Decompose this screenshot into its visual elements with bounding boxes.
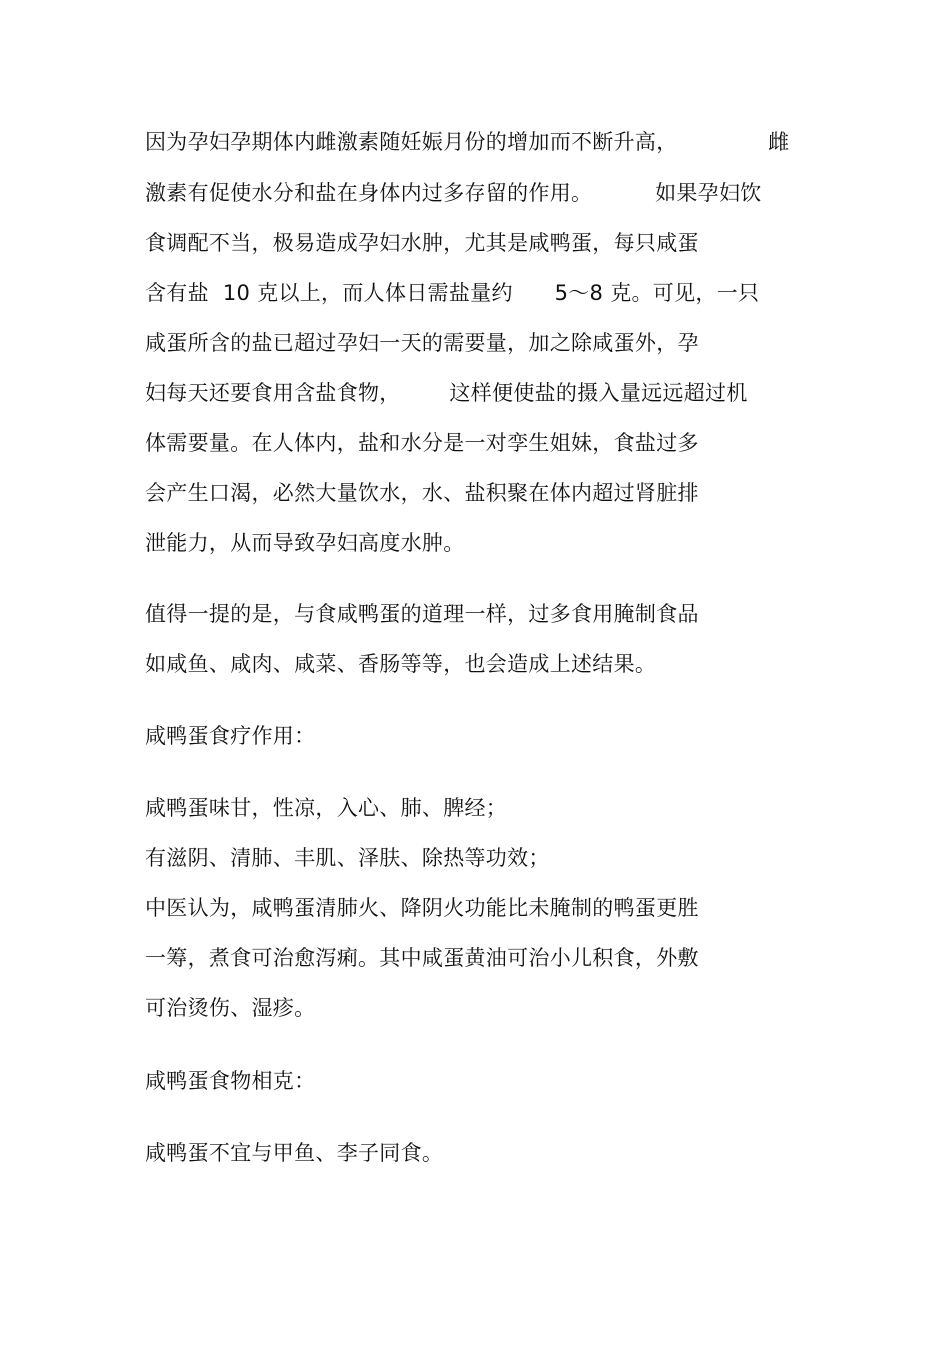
heading-incompatible: 咸鸭蛋食物相克： (145, 1069, 316, 1093)
paragraph-1-line-8: 会产生口渴，必然大量饮水，水、盐积聚在体内超过肾脏排 (145, 481, 699, 505)
paragraph-1-line-2: 激素有促使水分和盐在身体内过多存留的作用。 如果孕妇饮 (145, 181, 762, 205)
therapy-line-2: 有滋阴、清肺、丰肌、泽肤、除热等功效； (145, 846, 550, 870)
therapy-line-3: 中医认为，咸鸭蛋清肺火、降阴火功能比未腌制的鸭蛋更胜 (145, 896, 699, 920)
paragraph-1-line-3: 食调配不当，极易造成孕妇水肿，尤其是咸鸭蛋，每只咸蛋 (145, 231, 699, 255)
paragraph-1-line-4: 含有盐 10 克以上，而人体日需盐量约 5～8 克。可见，一只 (145, 281, 760, 305)
therapy-line-4: 一筹，煮食可治愈泻痢。其中咸蛋黄油可治小儿积食，外敷 (145, 946, 699, 970)
paragraph-1-line-1: 因为孕妇孕期体内雌激素随妊娠月份的增加而不断升高， 雌 (145, 130, 790, 154)
paragraph-1-line-5: 咸蛋所含的盐已超过孕妇一天的需要量，加之除咸蛋外，孕 (145, 331, 699, 355)
therapy-line-5: 可治烫伤、湿疹。 (145, 996, 316, 1020)
paragraph-1-line-9: 泄能力，从而导致孕妇高度水肿。 (145, 531, 465, 555)
paragraph-1-line-7: 体需要量。在人体内，盐和水分是一对孪生姐妹，食盐过多 (145, 431, 699, 455)
incompatible-line: 咸鸭蛋不宜与甲鱼、李子同食。 (145, 1141, 444, 1165)
therapy-line-1: 咸鸭蛋味甘，性凉，入心、肺、脾经； (145, 796, 508, 820)
paragraph-1-line-6: 妇每天还要食用含盐食物， 这样便使盐的摄入量远远超过机 (145, 381, 748, 405)
paragraph-2-line-2: 如咸鱼、咸肉、咸菜、香肠等等，也会造成上述结果。 (145, 652, 657, 676)
heading-therapy: 咸鸭蛋食疗作用： (145, 724, 316, 748)
paragraph-2-line-1: 值得一提的是，与食咸鸭蛋的道理一样，过多食用腌制食品 (145, 602, 699, 626)
